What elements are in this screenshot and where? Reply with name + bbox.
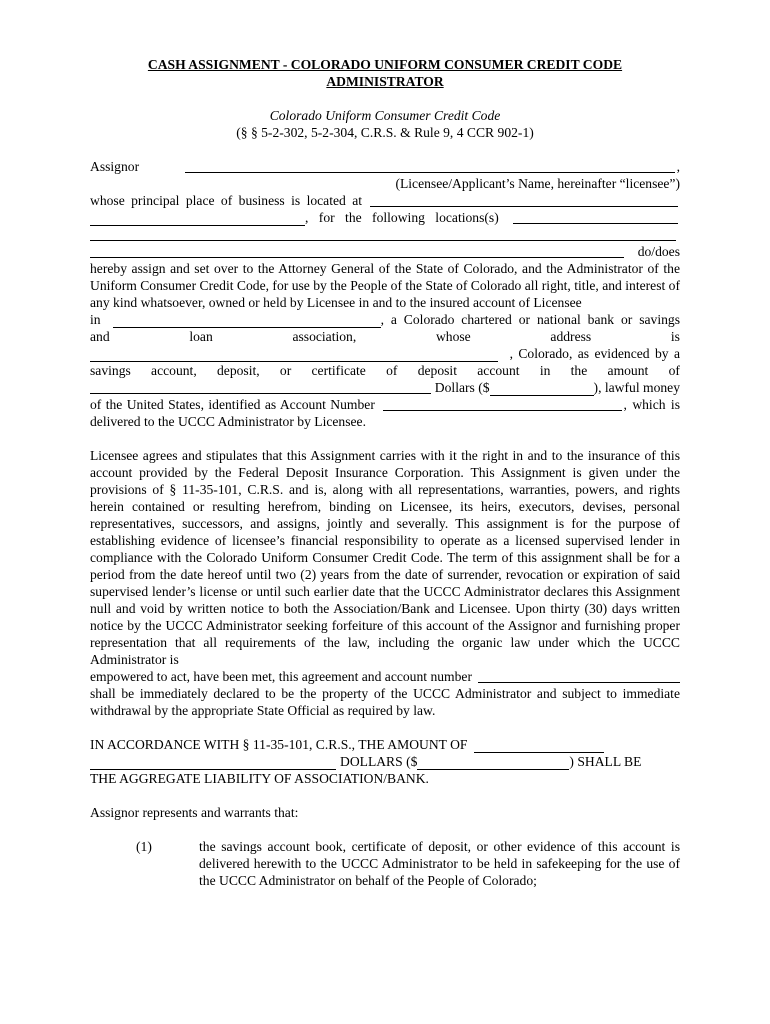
bank-row: [90, 311, 680, 328]
shall-be-label: ) SHALL BE: [569, 754, 642, 769]
account-number-row: [90, 396, 680, 413]
document-subtitle: Colorado Uniform Consumer Credit Code: [269, 108, 501, 123]
savings-word: certificate: [311, 363, 366, 378]
agreement-account-number-field[interactable]: [478, 669, 680, 683]
locations-label: , for the following locations(s): [305, 210, 499, 225]
amount-row: [90, 379, 680, 396]
statute-reference: (§ § 5-2-302, 5-2-304, C.R.S. & Rule 9, 4 CCR 902-1): [236, 125, 534, 140]
business-city-field[interactable]: [90, 212, 305, 226]
savings-word: savings: [90, 363, 131, 378]
address-word: address: [550, 329, 592, 344]
aggregate-amount-words-field[interactable]: [90, 756, 336, 770]
represents-line: Assignor represents and warrants that:: [90, 805, 299, 820]
empowered-label: empowered to act, have been met, this agreement and account number: [90, 669, 472, 684]
savings-words-row: [90, 362, 680, 379]
do-does-row: [90, 243, 680, 260]
bank-name-field[interactable]: [113, 314, 381, 328]
assignor-label: Assignor: [90, 159, 140, 174]
do-does-label: do/does: [637, 244, 680, 259]
assignment-paragraph: hereby assign and set over to the Attorney General of the State of Colorado, and the Administrator of the Uniform Consumer Credit Code, for use by the People of the State of Colorado all right, title, and interest of any kind whatsoever, owned or held by Licensee in and to the insured account of Licensee: [90, 261, 680, 310]
address-word: and: [90, 329, 110, 344]
assignor-row: Assignor ,: [90, 159, 680, 174]
locations-field-3[interactable]: [90, 244, 624, 258]
account-number-field[interactable]: [383, 397, 622, 411]
address-words-row: [90, 328, 680, 345]
bank-address-field[interactable]: [90, 348, 498, 362]
savings-word: the: [570, 363, 588, 378]
savings-word: account,: [151, 363, 197, 378]
document-title-line1: CASH ASSIGNMENT - COLORADO UNIFORM CONSUMER CREDIT CODE: [147, 57, 623, 72]
delivered-line: delivered to the UCCC Administrator by Licensee.: [90, 414, 366, 429]
in-word: in: [90, 312, 101, 327]
locations-row: [90, 209, 680, 226]
savings-word: or: [279, 363, 292, 378]
aggregate-liability-line: THE AGGREGATE LIABILITY OF ASSOCIATION/BANK.: [90, 771, 429, 786]
address-word: is: [670, 329, 680, 344]
identified-as-label: of the United States, identified as Account Number: [90, 397, 375, 412]
place-of-business-row: [90, 192, 680, 209]
locations-field[interactable]: [513, 210, 678, 224]
lawful-money-label: ), lawful money: [593, 380, 680, 395]
colorado-evidenced-label: , Colorado, as evidenced by a: [509, 346, 680, 361]
document-title-line2: ADMINISTRATOR: [326, 74, 444, 89]
list-item-text: the savings account book, certificate of deposit, or other evidence of this account is delivered herewith to the UCCC Administrator to be held in safekeeping for the use of the UCCC Administrator on behalf of the People of Colorado;: [199, 839, 680, 888]
empowered-row: [90, 668, 680, 685]
amount-figure-field[interactable]: [490, 382, 594, 396]
which-is-label: , which is: [623, 397, 680, 412]
bank-address-row: [90, 345, 680, 362]
savings-word: account: [477, 363, 520, 378]
document-page: [90, 56, 680, 889]
aggregate-amount-figure-field[interactable]: [417, 756, 569, 770]
dollars-caps-label: DOLLARS ($: [340, 754, 418, 769]
savings-word: deposit,: [216, 363, 260, 378]
dollars-label: Dollars ($: [434, 380, 490, 395]
savings-word: deposit: [417, 363, 457, 378]
amount-words-field[interactable]: [90, 380, 431, 394]
address-word: whose: [435, 329, 471, 344]
licensee-caption: (Licensee/Applicant’s Name, hereinafter “licensee”): [395, 176, 680, 191]
savings-word: in: [539, 363, 551, 378]
accordance-label: IN ACCORDANCE WITH § 11-35-101, C.R.S., THE AMOUNT OF: [90, 737, 468, 752]
list-item: [90, 838, 680, 889]
place-of-business-label: whose principal place of business is located at: [90, 193, 363, 208]
stipulation-paragraph-end: shall be immediately declared to be the property of the UCCC Administrator and subject to immediate withdrawal by the appropriate State Official as required by law.: [90, 686, 680, 718]
address-word: loan: [189, 329, 213, 344]
locations-field-2[interactable]: [90, 227, 676, 241]
address-word: association,: [292, 329, 357, 344]
stipulation-paragraph: Licensee agrees and stipulates that this Assignment carries with it the right in and to the insurance of this account provided by the Federal Deposit Insurance Corporation. This Assignment is given under the provisions of § 11-35-101, C.R.S. and is, along with all representations, warranties, powers, and rights herein contained or resulting herefrom, binding on Licensee, its heirs, executors, devises, personal representatives, successors, and assigns, jointly and severally. This assignment is for the purpose of establishing evidence of licensee’s financial responsibility to operate as a licensed supervised lender in compliance with the Colorado Uniform Consumer Credit Code. The term of this assignment shall be for a period from the date hereof until two (2) years from the date of surrender, revocation or expiration of said supervised lender’s license or until such earlier date that the UCCC Administrator declares this Assignment null and void by written notice to both the Association/Bank and Licensee. Upon thirty (30) days written notice by the UCCC Administrator seeking forfeiture of this account of the Assignor and furnishing proper representation that all requirements of the law, including the organic law under which the UCCC Administrator is: [90, 448, 680, 667]
accordance-row: [90, 736, 680, 753]
assignor-name-field[interactable]: [185, 159, 675, 173]
aggregate-amount-field[interactable]: [474, 739, 604, 753]
savings-word: of: [386, 363, 398, 378]
dollars-caps-row: [90, 753, 680, 770]
business-address-field[interactable]: [370, 193, 678, 207]
savings-word: amount: [607, 363, 649, 378]
colorado-chartered-label: , a Colorado chartered or national bank or savings: [380, 312, 680, 327]
savings-word: of: [668, 363, 680, 378]
locations-continued-row: [90, 226, 680, 243]
list-item-number: (1): [136, 839, 152, 854]
